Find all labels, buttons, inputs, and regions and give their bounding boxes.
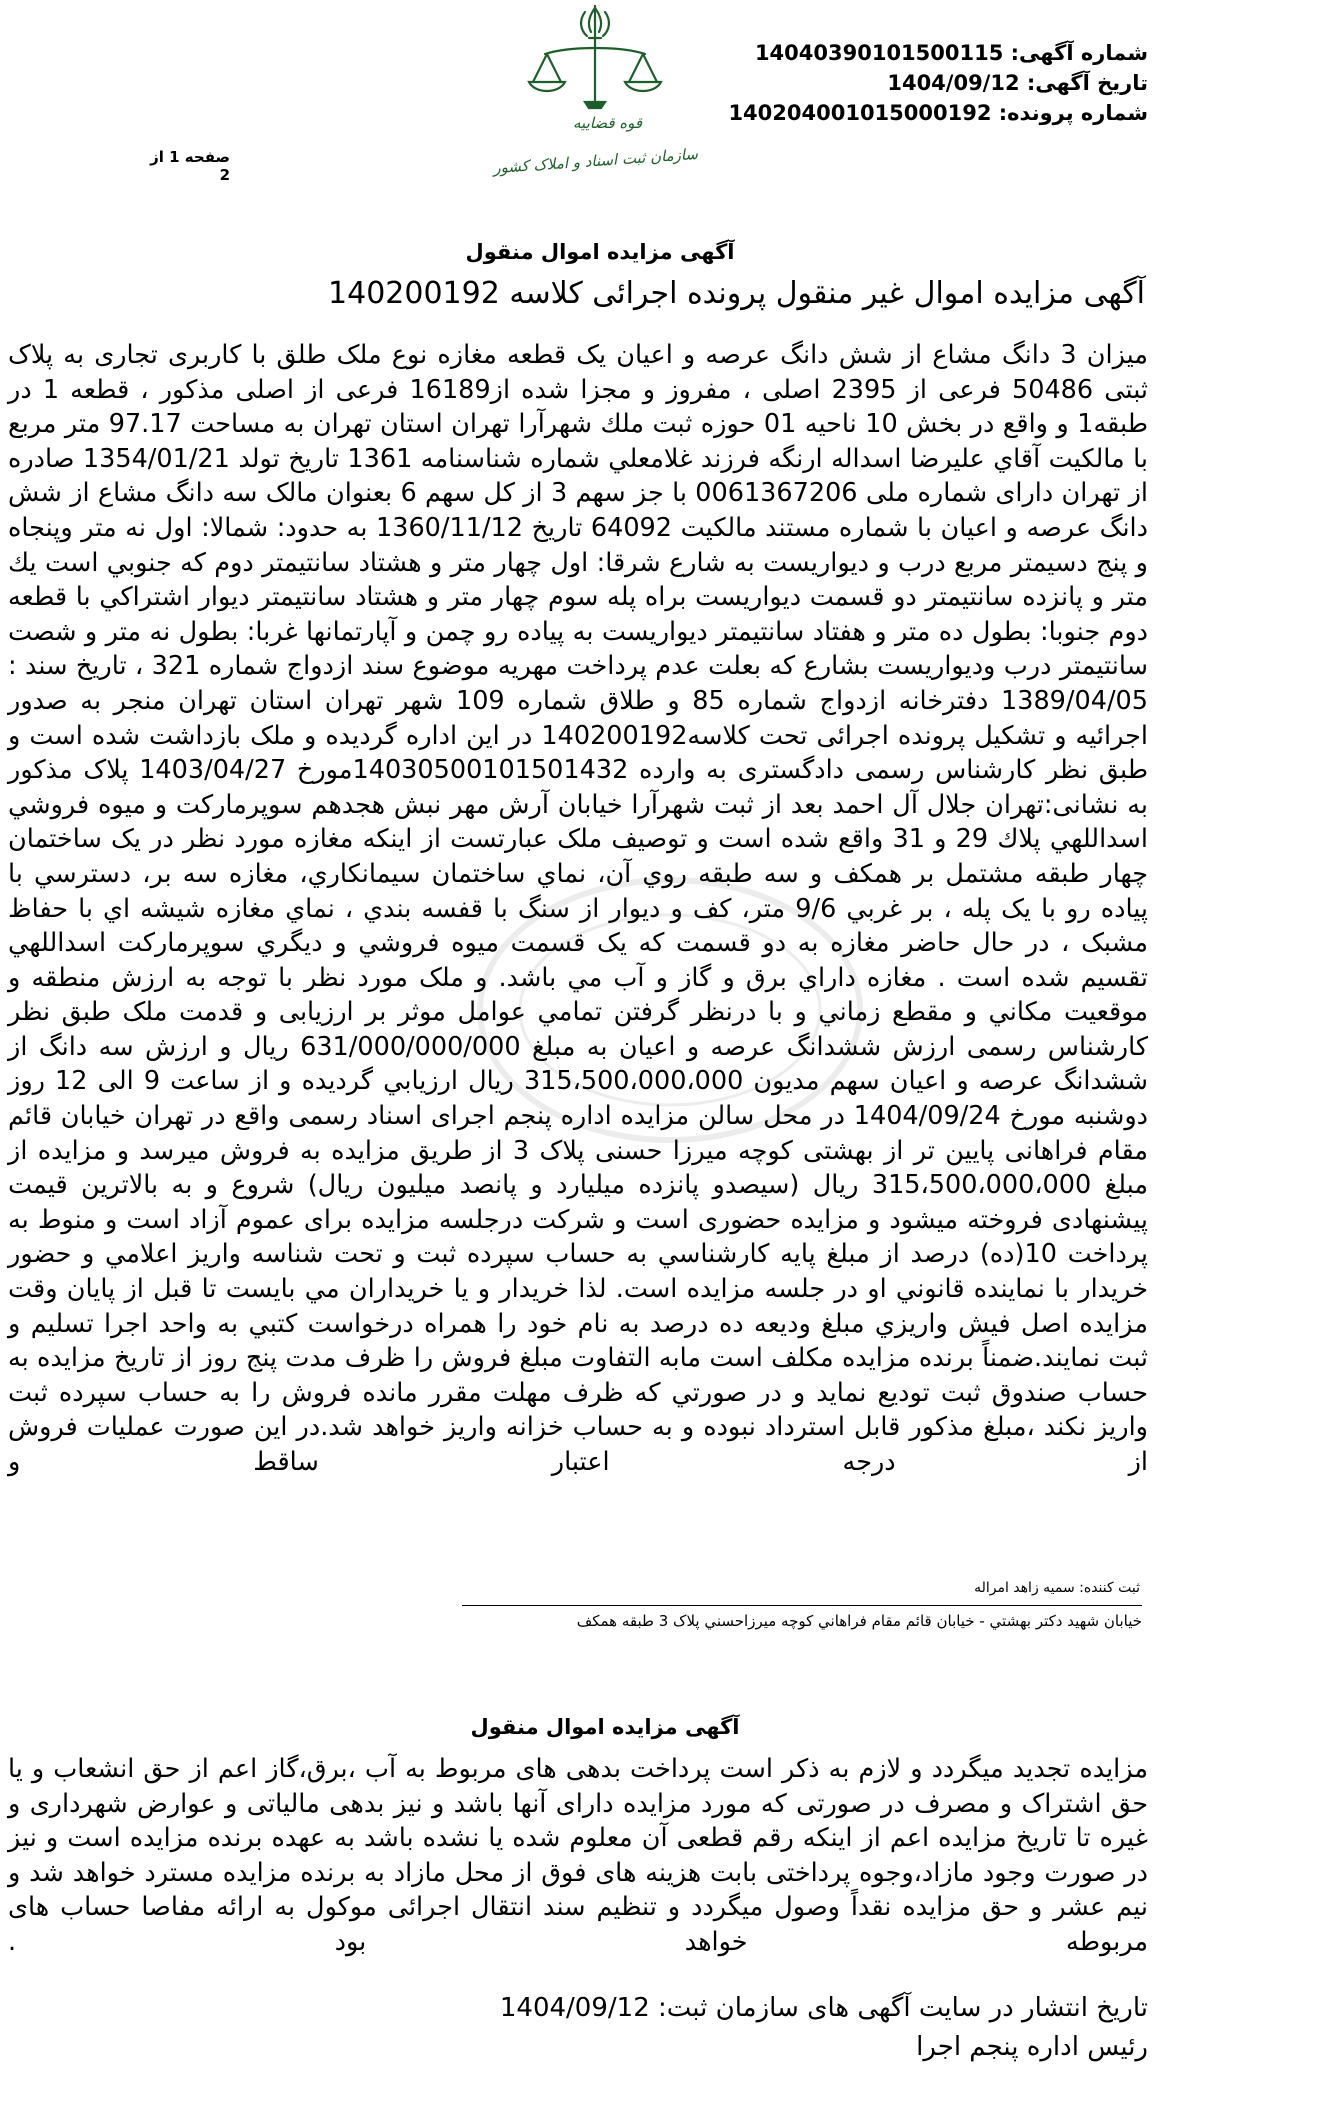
page-indicator: صفحه 1 از 2 <box>150 148 230 184</box>
notice-heading: آگهی مزایده اموال منقول <box>465 240 735 264</box>
signatory: رئیس اداره پنجم اجرا <box>916 2032 1148 2062</box>
publish-date: تاریخ انتشار در سایت آگهی های سازمان ثبت: 1404/09/12 <box>499 1993 1148 2023</box>
office-address: خیابان شهید دکتر بهشتي - خیابان قائم مقام فراهاني کوچه میرزاحسني پلاک 3 طبقه همکف <box>576 1612 1142 1630</box>
registration-org-name: سازمان ثبت اسناد و املاک کشور <box>492 144 699 178</box>
page2-heading: آگهی مزایده اموال منقول <box>470 1715 740 1739</box>
case-number: شماره پرونده: 140204001015000192 <box>728 101 1148 125</box>
ad-date: تاریخ آگهی: 1404/09/12 <box>887 71 1148 95</box>
notice-subheading: آگهی مزایده اموال غیر منقول پرونده اجرائی کلاسه 140200192 <box>328 276 1145 311</box>
notice-metadata <box>728 38 1148 128</box>
divider <box>462 1605 1142 1606</box>
judiciary-logo <box>492 2 699 202</box>
notice-body <box>8 338 1148 1480</box>
judiciary-name: قوه قضاییه <box>573 114 643 132</box>
ad-number: شماره آگهی: 14040390101500115 <box>754 41 1148 65</box>
page2-body <box>8 1752 1148 1960</box>
notice-body-paragraph: میزان 3 دانگ مشاع از شش دانگ عرصه و اعیان یک قطعه مغازه نوع ملک طلق با کاربری تجاری به پلاک ثبتی 50486 فرعی از 2395 اصلی ، مفروز و مجزا شده از16189 فرعی از اصلی مذکور ، قطعه 1 در طبقه1 و واقع در بخش 10 ناحیه 01 حوزه ثبت ملك شهرآرا تهران استان تهران به مساحت 97.17 متر مربع با مالکیت آقاي علیرضا اسداله ارنگه فرزند غلامعلي شماره شناسنامه 1361 تاریخ تولد 1354/01/21 صادره از تهران دارای شماره ملی 0061367206 با جز سهم 3 از کل سهم 6 بعنوان مالک سه دانگ مشاع از شش دانگ عرصه و اعیان با شماره مستند مالکیت 64092 تاریخ 1360/11/12 به حدود: شمالا: اول نه متر وپنجاه و پنج دسیمتر مربع درب و دیواریست به شارع شرقا: اول چهار متر و هشتاد سانتیمتر دوم که جنوبي است يك متر و پانزده سانتیمتر دو قسمت دیواریست براه پله سوم چهار متر و هشتاد سانتیمتر دیوار اشتراكي با قطعه دوم جنوبا: بطول ده متر و هفتاد سانتیمتر دیواریست به پیاده رو چمن و آپارتمانها غربا: بطول نه متر و شصت سانتیمتر درب ودیواریست بشارع که بعلت عدم پرداخت مهریه موضوع سند ازدواج شماره 321 ، تاریخ سند : 1389/04/05 دفترخانه ازدواج شماره 85 و طلاق شماره 109 شهر تهران استان تهران منجر به صدور اجرائیه و تشکیل پرونده اجرائی تحت کلاسه140200192 در این اداره گردیده و ملک بازداشت شده است و طبق نظر کارشناس رسمی دادگستری به وارده 14030500101501432مورخ 1403/04/27 پلاک مذکور به نشانی:تهران جلال آل احمد بعد از ثبت شهرآرا خیابان آرش مهر نبش هجدهم سوپرمارکت و میوه فروشي اسداللهي پلاك 29 و 31 واقع شده است و توصیف ملک عبارتست از اینکه مغازه مورد نظر در یک ساختمان چهار طبقه مشتمل بر همکف و سه طبقه روي آن، نماي ساختمان سیمانكاري، مغازه سه بر، دسترسي با پیاده رو با یک پله ، بر غربي 9/6 متر، کف و دیوار از سنگ با قفسه بندي ، نماي مغازه شیشه اي با حفاظ مشبک ، در حال حاضر مغازه به دو قسمت که یک قسمت میوه فروشي و دیگري سوپرمارکت اسداللهي تقسیم شده است . مغازه داراي برق و گاز و آب مي باشد. و ملک مورد نظر با توجه به ارزش منطقه و موقعیت مكاني و مقطع زماني و با درنظر گرفتن تمامي عوامل موثر بر ارزیابی و قدمت ملک طبق نظر کارشناس رسمی ارزش ششدانگ عرصه و اعیان به مبلغ 631/000/000/000 ریال و ارزش سه دانگ از ششدانگ عرصه و اعیان سهم مدیون 315،500،000،000 ریال ارزیابي گردیده و از ساعت 9 الی 12 روز دوشنبه مورخ 1404/09/24 در محل سالن مزایده اداره پنجم اجرای اسناد رسمی واقع در تهران خیابان قائم مقام فراهانی پایین تر از بهشتی کوچه میرزا حسنی پلاک 3 از طریق مزایده به فروش میرسد و مزایده از مبلغ 315،500،000،000 ریال (سیصدو پانزده میلیارد و پانصد میلیون ریال) شروع و به بالاترین قیمت پیشنهادی فروخته میشود و مزایده حضوری است و شرکت درجلسه مزایده برای عموم آزاد است و منوط به پرداخت 10(ده) درصد از مبلغ پایه کارشناسي به حساب سپرده ثبت و تحت شناسه واریز اعلامي و حضور خریدار با نماینده قانوني او در جلسه مزایده است. لذا خریدار و یا خریداران مي بایست تا قبل از پایان وقت مزایده اصل فیش واریزي مبلغ ودیعه ده درصد به نام خود را همراه درخواست کتبي به واحد اجرا تسلیم و ثبت نمایند.ضمناً برنده مزایده مکلف است مابه التفاوت مبلغ فروش را ظرف مدت پنج روز از تاریخ مزایده به حساب صندوق ثبت تودیع نماید و در صورتي که ظرف مهلت مقرر مانده فروش را به حساب سپرده ثبت واریز نکند ،مبلغ مذکور قابل استرداد نبوده و به حساب خزانه واریز خواهد شد.در این صورت عملیات فروش از درجه اعتبار ساقط و <box>8 340 1149 1477</box>
registrar: ثبت کننده: سمیه زاهد امراله <box>974 1580 1140 1596</box>
page2-body-paragraph: مزایده تجدید میگردد و لازم به ذکر است پرداخت بدهی های مربوط به آب ،برق،گاز اعم از حق انشعاب و یا حق اشتراک و مصرف در صورتی که مورد مزایده دارای آنها باشد و نیز بدهی مالیاتی و عوارض شهرداری و غیره تا تاریخ مزایده اعم از اینکه رقم قطعی آن معلوم شده یا نشده باشد به عهده برنده مزایده است و نیز در صورت وجود مازاد،وجوه پرداختی بابت هزینه های فوق از محل مازاد به برنده مزایده مسترد خواهد شد و نیم عشر و حق مزایده نقداً وصول میگردد و تنظیم سند انتقال اجرائی موکول به ارائه مفاصا حساب های مربوطه خواهد بود . <box>8 1754 1148 1957</box>
